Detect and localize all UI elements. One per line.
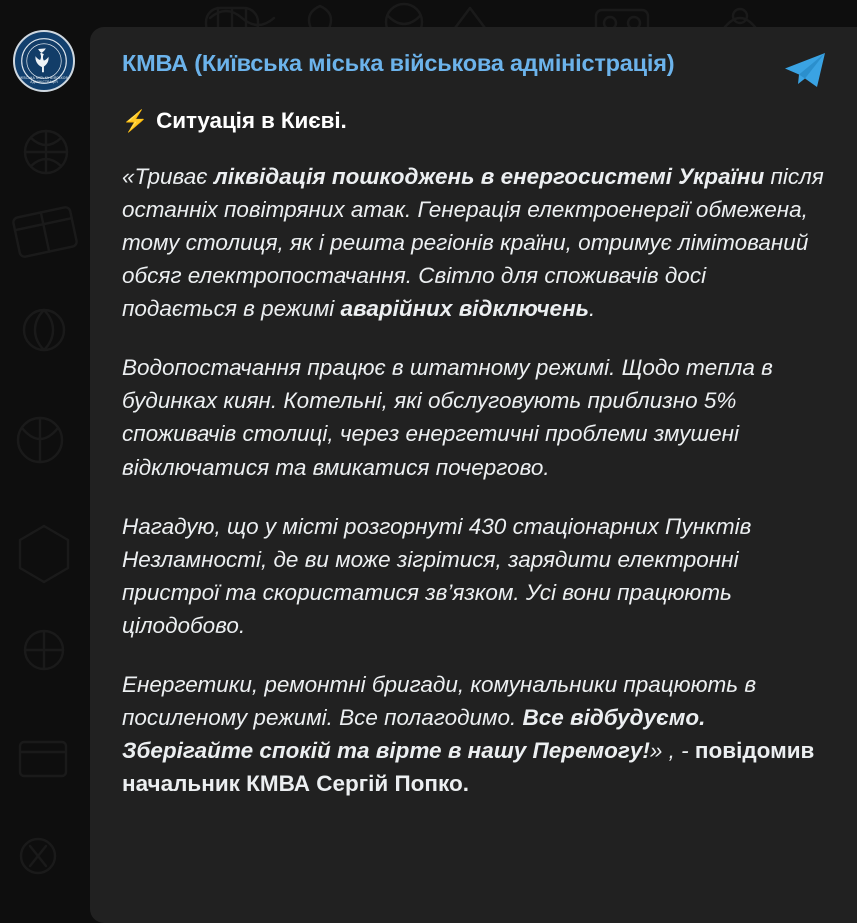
p4-bold: Все відбудуємо. Зберігайте спокій та вірте в нашу Перемогу! (122, 704, 706, 763)
message-header (122, 49, 827, 94)
p1-mid: після останніх повітряних атак. Генерація електроенергії обмежена, тому столиця, як і решта регіонів країни, отримує лімітований обсяг електропостачання. Світло для споживачів досі подається в режимі (122, 164, 824, 322)
p4-attribution: повідомив начальник КМВА Сергій Попко. (122, 737, 815, 796)
high-voltage-emoji: ⚡ (122, 110, 149, 133)
p4-b: » , - (649, 737, 695, 763)
paragraph-1 (122, 160, 827, 325)
post-headline (122, 108, 827, 134)
telegram-paper-plane-icon[interactable] (783, 51, 827, 94)
paragraph-4 (122, 668, 827, 800)
p4-a: Енергетики, ремонтні бригади, комунальники працюють в посиленому режимі. Все полагодимо. (122, 671, 757, 730)
headline-text: Ситуація в Києві. (156, 108, 347, 133)
p1-end: . (589, 296, 596, 322)
message-card (90, 27, 857, 923)
avatar[interactable] (13, 30, 75, 92)
p1-bold-1: ліквідація пошкоджень в енергосистемі України (213, 164, 765, 189)
avatar-ring-text: КИЇВСЬКА МІСЬКА ВІЙСЬКОВА АДМІНІСТРАЦІЯ (17, 76, 71, 84)
p1-bold-2: аварійних відключень (340, 296, 590, 322)
paragraph-2: Водопостачання працює в штатному режимі. Щодо тепла в будинках киян. Котельні, які обслуговують приблизно 5% споживачів столиці, через енергетичні проблеми змушені відключатися та вмикатися почергово. (122, 355, 773, 480)
post-body (122, 160, 827, 800)
p1-open: «Триває (122, 164, 214, 189)
channel-name[interactable]: КМВА (Київська міська військова адміністрація) (122, 50, 675, 76)
paragraph-3: Нагадую, що у місті розгорнуті 430 стаціонарних Пунктів Незламності, де ви може зігрітися, зарядити електронні пристрої та скористатися зв’язком. Усі вони працюють цілодобово. (122, 513, 752, 638)
